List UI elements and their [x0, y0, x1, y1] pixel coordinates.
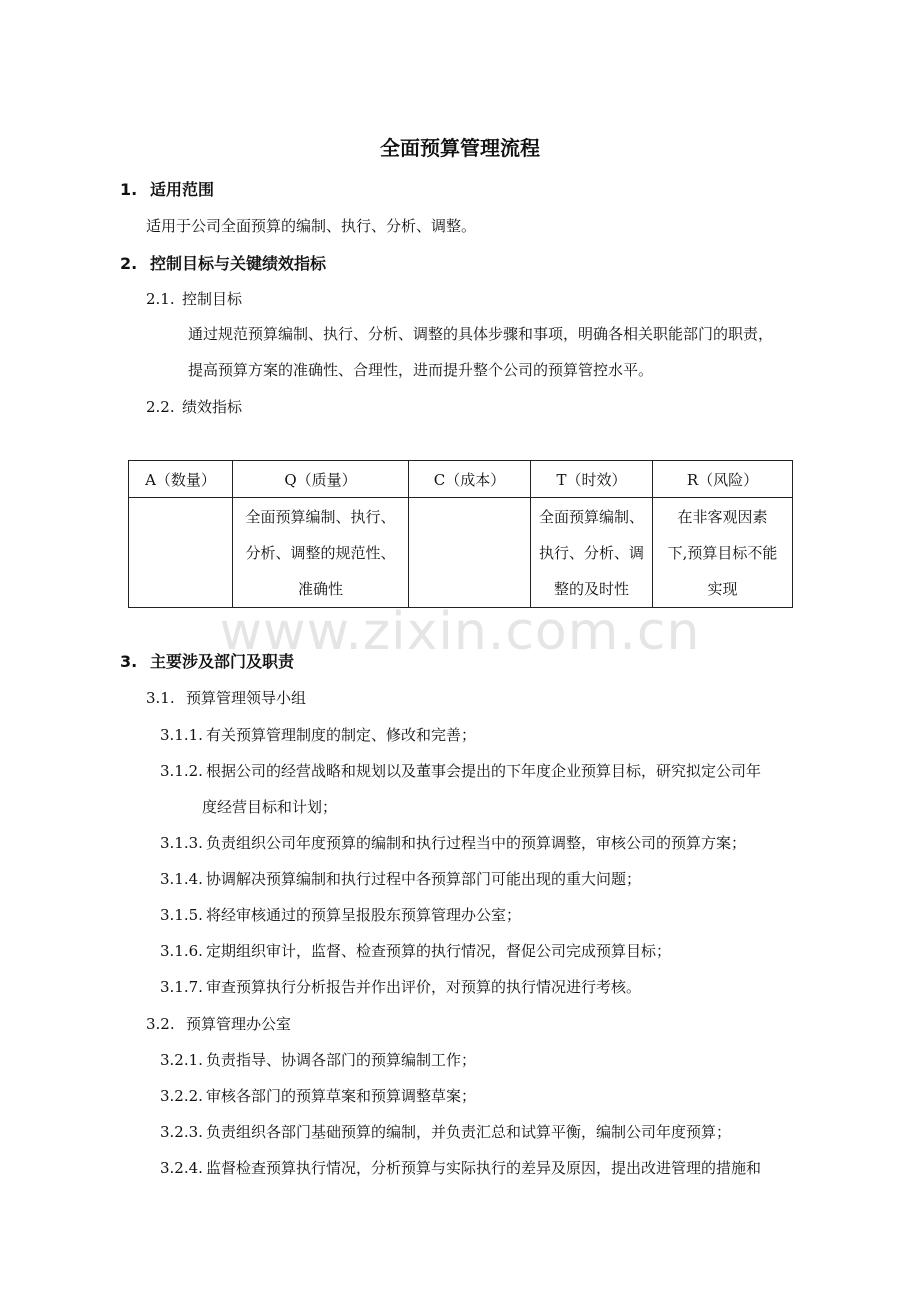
- item-number: 3.2.2.: [160, 1087, 203, 1105]
- section-2-heading: [120, 254, 326, 274]
- cell-line: 准确性: [297, 580, 343, 598]
- item-number: 3.1.1.: [160, 726, 203, 744]
- item-text: 负责组织公司年度预算的编制和执行过程当中的预算调整，审核公司的预算方案；: [206, 834, 747, 852]
- paragraph-line: 通过规范预算编制、执行、分析、调整的具体步骤和事项，明确各相关职能部门的职责，: [188, 325, 774, 343]
- table-cell-a: [129, 498, 233, 608]
- section-number: 1.: [120, 180, 138, 199]
- item-number: 3.1.5.: [160, 906, 203, 924]
- list-item: [160, 905, 521, 925]
- table-cell-t: [531, 498, 653, 608]
- cell-line: 全面预算编制、执行、: [245, 508, 396, 526]
- item-number: 3.1.6.: [160, 942, 203, 960]
- list-item: [160, 1050, 476, 1070]
- item-number: 3.2.3.: [160, 1123, 203, 1141]
- section-number: 2.: [120, 254, 138, 273]
- item-number: 3.1.7.: [160, 978, 203, 996]
- cell-line: 在非客观因素: [677, 508, 768, 526]
- item-text: 负责组织各部门基础预算的编制，并负责汇总和试算平衡，编制公司年度预算；: [206, 1123, 732, 1141]
- table-header-cell: T（时效）: [531, 461, 653, 498]
- cell-line: 整的及时性: [553, 580, 629, 598]
- item-number: 3.1.2.: [160, 762, 203, 780]
- list-item: [160, 1122, 731, 1142]
- subsection-2-2: [146, 397, 242, 417]
- item-text: 有关预算管理制度的制定、修改和完善；: [206, 726, 477, 744]
- item-text: 审查预算执行分析报告并作出评价，对预算的执行情况进行考核。: [206, 978, 642, 996]
- table-header-cell: Q（质量）: [233, 461, 409, 498]
- item-number: 3.1.3.: [160, 834, 203, 852]
- list-item-continuation: 度经营目标和计划；: [202, 798, 338, 816]
- section-1-heading: [120, 180, 214, 200]
- subsection-number: 3.1.: [146, 689, 175, 707]
- section-3-heading: [120, 652, 294, 672]
- table-row: [129, 498, 793, 608]
- subsection-label: 预算管理办公室: [186, 1015, 292, 1033]
- section-title: 主要涉及部门及职责: [150, 652, 295, 671]
- document-title: 全面预算管理流程: [380, 136, 540, 160]
- table-header-row: [129, 461, 793, 498]
- subsection-number: 3.2.: [146, 1015, 175, 1033]
- list-item: [160, 725, 476, 745]
- list-item: [160, 1086, 476, 1106]
- table-header-cell: C（成本）: [409, 461, 531, 498]
- subsection-3-1: [146, 688, 306, 708]
- subsection-label: 绩效指标: [182, 398, 243, 416]
- section-title: 控制目标与关键绩效指标: [150, 254, 327, 273]
- item-number: 3.2.1.: [160, 1051, 203, 1069]
- item-text: 监督检查预算执行情况，分析预算与实际执行的差异及原因，提出改进管理的措施和: [206, 1159, 762, 1177]
- item-number: 3.1.4.: [160, 870, 203, 888]
- subsection-label: 预算管理领导小组: [186, 689, 307, 707]
- cell-line: 分析、调整的规范性、: [245, 544, 396, 562]
- subsection-2-1: [146, 289, 242, 309]
- section-number: 3.: [120, 652, 138, 671]
- list-item: [160, 761, 761, 781]
- item-text: 将经审核通过的预算呈报股东预算管理办公室；: [206, 906, 522, 924]
- cell-line: 实现: [707, 580, 738, 598]
- item-text: 协调解决预算编制和执行过程中各预算部门可能出现的重大问题；: [206, 870, 642, 888]
- subsection-label: 控制目标: [182, 290, 243, 308]
- subsection-3-2: [146, 1014, 291, 1034]
- section-title: 适用范围: [150, 180, 215, 199]
- list-item: [160, 977, 641, 997]
- item-text: 根据公司的经营战略和规划以及董事会提出的下年度企业预算目标，研究拟定公司年: [206, 762, 762, 780]
- cell-line: 执行、分析、调: [538, 544, 644, 562]
- cell-line: 下,预算目标不能: [667, 544, 778, 562]
- kpi-table: [128, 460, 793, 608]
- watermark: www.zixin.com.cn: [219, 602, 701, 662]
- list-item: [160, 869, 641, 889]
- item-text: 审核各部门的预算草案和预算调整草案；: [206, 1087, 477, 1105]
- table-header-cell: R（风险）: [653, 461, 793, 498]
- item-number: 3.2.4.: [160, 1159, 203, 1177]
- section-1-body: 适用于公司全面预算的编制、执行、分析、调整。: [146, 217, 477, 235]
- table-cell-q: [233, 498, 409, 608]
- list-item: [160, 833, 746, 853]
- list-item: [160, 1158, 761, 1178]
- item-text: 负责指导、协调各部门的预算编制工作；: [206, 1051, 477, 1069]
- table-header-cell: A（数量）: [129, 461, 233, 498]
- item-text: 定期组织审计，监督、检查预算的执行情况，督促公司完成预算目标；: [206, 942, 672, 960]
- subsection-number: 2.1.: [146, 290, 175, 308]
- subsection-number: 2.2.: [146, 398, 175, 416]
- cell-line: 全面预算编制、: [538, 508, 644, 526]
- list-item: [160, 941, 671, 961]
- table-cell-c: [409, 498, 531, 608]
- table-cell-r: [653, 498, 793, 608]
- paragraph-line: 提高预算方案的准确性、合理性，进而提升整个公司的预算管控水平。: [188, 361, 654, 379]
